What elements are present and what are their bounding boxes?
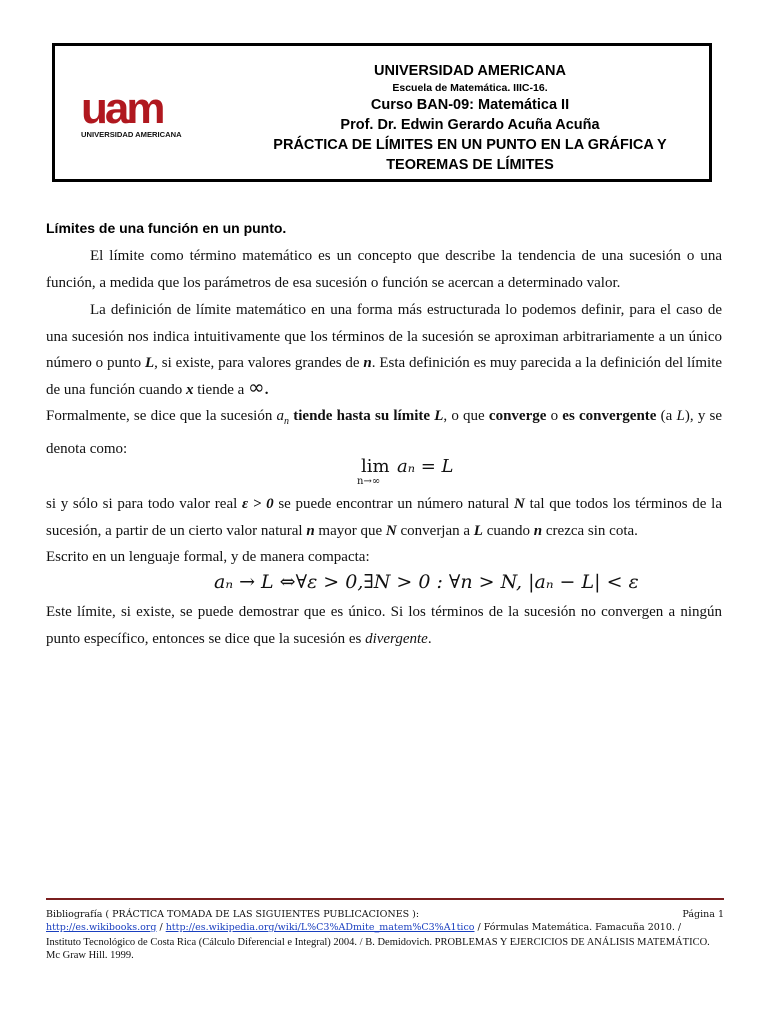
logo-caption: UNIVERSIDAD AMERICANA bbox=[81, 130, 182, 139]
university-name: UNIVERSIDAD AMERICANA bbox=[374, 63, 566, 79]
page-number: Página 1 bbox=[682, 909, 724, 920]
lim-word: lim bbox=[361, 456, 390, 477]
course-line: Curso BAN-09: Matemática II bbox=[370, 97, 570, 113]
school-line: Escuela de Matemática. IIIC-16. bbox=[392, 82, 548, 94]
wikibooks-link[interactable]: http://es.wikibooks.org bbox=[46, 922, 157, 933]
paragraph-3: Formalmente, se dice que la sucesión $a_n$ tiende hasta su límite L, o que converge o es convergente (a L), y se denota como: bbox=[46, 408, 723, 457]
uam-logo bbox=[81, 90, 201, 140]
paragraph-6: Este límite, si existe, se puede demostrar que es único. Si los términos de la sucesión no convergen a ningún punto específico, entonces se dice que la sucesión es divergente. bbox=[46, 604, 722, 647]
footer-references: Instituto Tecnológico de Costa Rica (Cálculo Diferencial e Integral) 2004. / B. Demidovich. PROBLEMAS Y EJERCICIOS DE ANÁLISIS MATEMÁTICO. Mc Graw Hill. 1999. bbox=[46, 937, 710, 961]
paragraph-4: si y sólo si para todo valor real ε > 0 se puede encontrar un número natural N tal que todos los términos de la sucesión, a partir de un cierto valor natural n mayor que N converjan a L cuando n crezca sin cota. bbox=[46, 496, 722, 539]
limit-body: aₙ = L bbox=[397, 456, 454, 477]
infinity-symbol: ∞ bbox=[248, 374, 265, 399]
section-title: Límites de una función en un punto. bbox=[46, 220, 287, 236]
logo-letters: uam bbox=[81, 90, 163, 133]
paragraph-2: La definición de límite matemático en una forma más estructurada lo podemos definir, para el caso de una sucesión nos indica intuitivamente que los términos de la sucesión se aproximan arbitrariamente a un único número o punto L, si existe, para valores grandes de n. Esta definición es muy parecida a la definición del límite de una función cuando x tiende a ∞. bbox=[46, 302, 722, 399]
practice-title-1: PRÁCTICA DE LÍMITES EN UN PUNTO EN LA GRÁFICA Y bbox=[273, 137, 667, 153]
lim-subscript: n→∞ bbox=[357, 476, 381, 487]
practice-title-2: TEOREMAS DE LÍMITES bbox=[386, 157, 554, 173]
limit-formula bbox=[357, 456, 477, 496]
paragraph-5: Escrito en un lenguaje formal, y de manera compacta: bbox=[46, 549, 370, 565]
header-box bbox=[52, 43, 712, 182]
header-text bbox=[255, 62, 685, 175]
wikipedia-link[interactable]: http://es.wikipedia.org/wiki/L%C3%ADmite_matem%C3%A1tico bbox=[165, 922, 475, 933]
professor-line: Prof. Dr. Edwin Gerardo Acuña Acuña bbox=[340, 117, 600, 133]
bibliography-label: Bibliografía ( PRÁCTICA TOMADA DE LAS SIGUIENTES PUBLICACIONES ): bbox=[46, 909, 420, 920]
footer-biblio-line bbox=[46, 909, 724, 920]
paragraph-1: El límite como término matemático es un concepto que describe la tendencia de una sucesión o una función, a medida que los parámetros de esa sucesión o función se acercan a determinado valor. bbox=[46, 248, 722, 291]
footer-links-line: http://es.wikibooks.org / http://es.wikipedia.org/wiki/L%C3%ADmite_matem%C3%A1tico / Fórmulas Matemática. Famacuña 2010. / bbox=[46, 922, 682, 933]
footer-rule bbox=[46, 898, 724, 900]
formal-definition-formula: aₙ → L ⇔∀ε > 0,∃N > 0 : ∀n > N, |aₙ − L| < ε bbox=[214, 571, 639, 593]
